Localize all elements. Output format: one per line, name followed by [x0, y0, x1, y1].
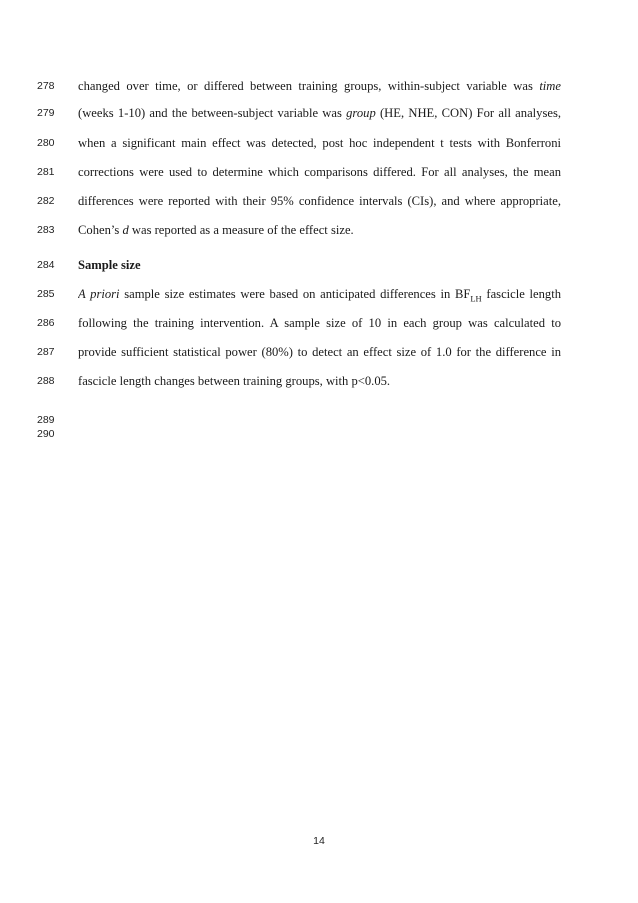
- line-number: 283: [37, 224, 55, 236]
- line-text: following the training intervention. A sample size of 10 in each group was calculated to: [78, 316, 561, 330]
- line-number: 278: [37, 80, 55, 92]
- text-line: [0, 103, 638, 123]
- page-number: 14: [313, 835, 325, 847]
- text-line: [0, 255, 638, 275]
- line-number: 281: [37, 166, 55, 178]
- text-line: [0, 313, 638, 333]
- line-number: 280: [37, 137, 55, 149]
- line-number: 286: [37, 317, 55, 329]
- text-line: [0, 371, 638, 391]
- text-line: [0, 76, 638, 96]
- line-number: 289: [37, 414, 55, 426]
- line-text: changed over time, or differed between training groups, within-subject variable was time: [78, 79, 561, 93]
- line-text: A priori sample size estimates were based on anticipated differences in $BF_{LH}$ fascicle length: [78, 287, 561, 304]
- text-line: [0, 220, 638, 240]
- line-text: Cohen’s d was reported as a measure of the effect size.: [78, 223, 354, 237]
- line-text: differences were reported with their 95% confidence intervals (CIs), and where appropriate,: [78, 194, 561, 208]
- line-number: 288: [37, 375, 55, 387]
- line-text: provide sufficient statistical power (80%) to detect an effect size of 1.0 for the difference in: [78, 345, 561, 359]
- text-line: [0, 342, 638, 362]
- text-line: [0, 133, 638, 153]
- line-text: fascicle length changes between training groups, with p<0.05.: [78, 374, 391, 388]
- line-text: (weeks 1-10) and the between-subject variable was group (HE, NHE, CON) For all analyses,: [78, 106, 561, 120]
- text-line: [0, 284, 638, 304]
- line-number: 282: [37, 195, 55, 207]
- section-heading: Sample size: [78, 258, 141, 272]
- text-line: [0, 162, 638, 182]
- text-line: [0, 424, 638, 444]
- line-text: corrections were used to determine which comparisons differed. For all analyses, the mean: [78, 165, 561, 179]
- line-number: 290: [37, 428, 55, 440]
- line-number: 285: [37, 288, 55, 300]
- line-number: 284: [37, 259, 55, 271]
- line-text: when a significant main effect was detected, post hoc independent t tests with Bonferroni: [78, 136, 561, 150]
- line-number: 279: [37, 107, 55, 119]
- line-number: 287: [37, 346, 55, 358]
- text-line: [0, 191, 638, 211]
